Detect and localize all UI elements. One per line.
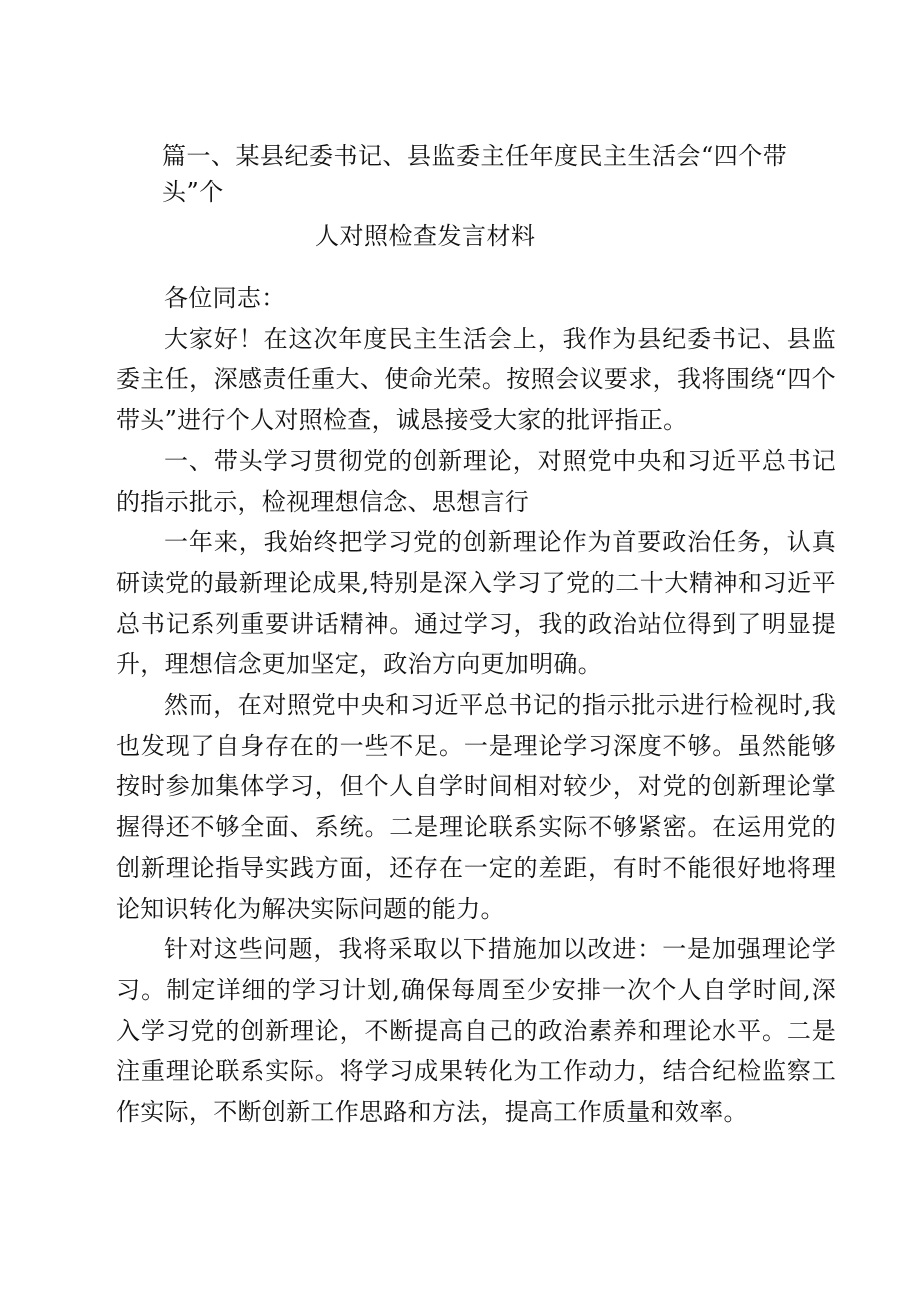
paragraph-shortcomings: 然而，在对照党中央和习近平总书记的指示批示进行检视时,我也发现了自身存在的一些不足。一是理论学习深度不够。虽然能够按时参加集体学习，但个人自学时间相对较少，对党的创新理论掌握得还不够全面、系统。二是理论联系实际不够紧密。在运用党的创新理论指导实践方面，还存在一定的差距，有时不能很好地将理论知识转化为解决实际问题的能力。 xyxy=(116,691,836,923)
section-heading-1: 一、带头学习贯彻党的创新理论，对照党中央和习近平总书记的指示批示，检视理想信念、思想言行 xyxy=(116,446,836,516)
title-line-1: 篇一、某县纪委书记、县监委主任年度民主生活会“四个带头”个 xyxy=(162,142,788,206)
document-title xyxy=(110,138,840,254)
document-body xyxy=(116,278,836,1133)
paragraph-study-review: 一年来，我始终把学习党的创新理论作为首要政治任务，认真研读党的最新理论成果,特别是深入学习了党的二十大精神和习近平总书记系列重要讲话精神。通过学习，我的政治站位得到了明显提升，理想信念更加坚定，政治方向更加明确。 xyxy=(116,528,836,679)
paragraph-opening: 大家好！在这次年度民主生活会上，我作为县纪委书记、县监委主任，深感责任重大、使命光荣。按照会议要求，我将围绕“四个带头”进行个人对照检查，诚恳接受大家的批评指正。 xyxy=(116,324,836,435)
salutation: 各位同志： xyxy=(164,284,286,312)
title-line-2: 人对照检查发言材料 xyxy=(315,222,536,250)
paragraph-improvements: 针对这些问题，我将采取以下措施加以改进：一是加强理论学习。制定详细的学习计划,确保每周至少安排一次个人自学时间,深入学习党的创新理论，不断提高自己的政治素养和理论水平。二是注重理论联系实际。将学习成果转化为工作动力，结合纪检监察工作实际，不断创新工作思路和方法，提高工作质量和效率。 xyxy=(116,935,836,1127)
